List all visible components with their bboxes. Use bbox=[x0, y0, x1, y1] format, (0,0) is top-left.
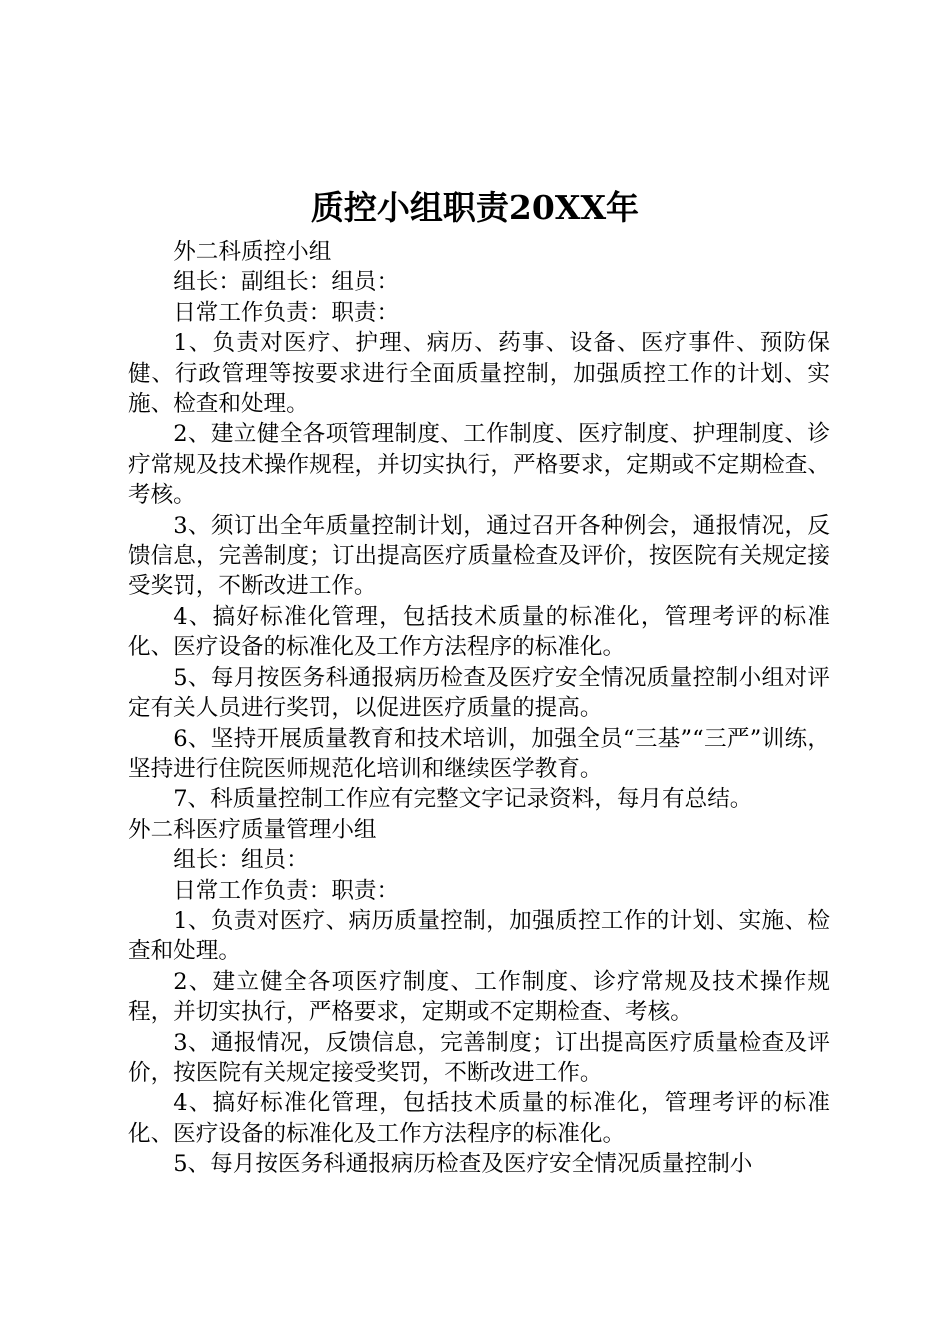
paragraph-group-name-1: 外二科质控小组 bbox=[173, 239, 332, 265]
document-body bbox=[128, 237, 830, 1180]
paragraph-leaders-2: 组长：组员： bbox=[173, 847, 309, 874]
paragraph-duty-2-5: 5、每月按医务科通报病历检查及医疗安全情况质量控制小 bbox=[173, 1151, 753, 1178]
paragraph-duty-2-4: 4、搞好标准化管理，包括技术质量的标准化，管理考评的标准化、医疗设备的标准化及工作方法程序的标准化。 bbox=[128, 1090, 830, 1147]
paragraph-duty-1-7: 7、科质量控制工作应有完整文字记录资料，每月有总结。 bbox=[173, 786, 753, 813]
paragraph-group-name-2: 外二科医疗质量管理小组 bbox=[128, 816, 377, 843]
paragraph-duty-1-1: 1、负责对医疗、护理、病历、药事、设备、医疗事件、预防保健、行政管理等按要求进行全面质量控制，加强质控工作的计划、实施、检查和处理。 bbox=[128, 330, 830, 418]
paragraph-duty-1-5: 5、每月按医务科通报病历检查及医疗安全情况质量控制小组对评定有关人员进行奖罚，以促进医疗质量的提高。 bbox=[128, 664, 830, 722]
paragraph-leaders-1: 组长：副组长：组员： bbox=[173, 269, 400, 296]
paragraph-duty-1-3: 3、须订出全年质量控制计划，通过召开各种例会，通报情况，反馈信息，完善制度；订出提高医疗质量检查及评价，按医院有关规定接受奖罚，不断改进工作。 bbox=[128, 512, 830, 600]
paragraph-duty-2-3: 3、通报情况，反馈信息，完善制度；订出提高医疗质量检查及评价，按医院有关规定接受奖罚，不断改进工作。 bbox=[128, 1029, 830, 1086]
paragraph-daily-work-2: 日常工作负责：职责： bbox=[173, 877, 400, 904]
paragraph-duty-1-2: 2、建立健全各项管理制度、工作制度、医疗制度、护理制度、诊疗常规及技术操作规程，并切实执行，严格要求，定期或不定期检查、考核。 bbox=[128, 421, 830, 509]
paragraph-duty-2-2: 2、建立健全各项医疗制度、工作制度、诊疗常规及技术操作规程，并切实执行，严格要求，定期或不定期检查、考核。 bbox=[128, 968, 830, 1026]
paragraph-daily-work-1: 日常工作负责：职责： bbox=[173, 299, 400, 326]
paragraph-duty-2-1: 1、负责对医疗、病历质量控制，加强质控工作的计划、实施、检查和处理。 bbox=[128, 907, 830, 965]
document-title: 质控小组职责20XX年 bbox=[310, 188, 640, 227]
paragraph-duty-1-4: 4、搞好标准化管理，包括技术质量的标准化，管理考评的标准化、医疗设备的标准化及工作方法程序的标准化。 bbox=[128, 603, 830, 661]
paragraph-duty-1-6: 6、坚持开展质量教育和技术培训，加强全员“三基”“三严”训练，坚持进行住院医师规范化培训和继续医学教育。 bbox=[128, 725, 830, 782]
